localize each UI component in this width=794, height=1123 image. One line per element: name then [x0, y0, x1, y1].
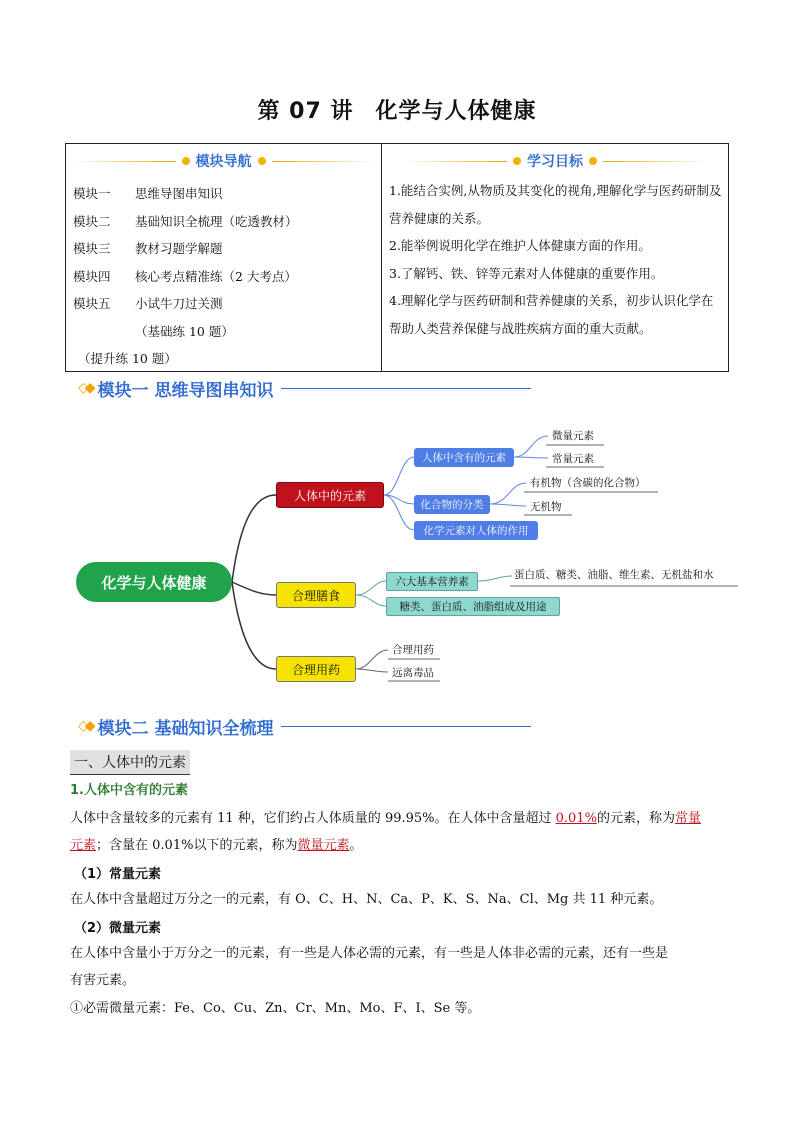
goal-item: 4.理解化学与医药研制和营养健康的关系，初步认识化学在帮助人类营养保健与战胜疾病方面的重大贡献。	[389, 293, 714, 336]
mindmap-branch-elements: 人体中的元素	[276, 482, 384, 508]
highlight: 微量元素	[297, 838, 350, 853]
nav-sub-advanced: （提升练 10 题）	[78, 351, 177, 366]
mindmap-branch-medicine: 合理用药	[276, 656, 356, 682]
nav-row: 模块三 教材习题学解题	[73, 241, 223, 256]
decor-line	[272, 161, 377, 162]
mindmap-leaf: 蛋白质、糖类、油脂、维生素、无机盐和水	[514, 569, 714, 581]
dot-icon	[589, 157, 597, 165]
lecture-number: 第 07 讲	[257, 99, 354, 124]
paragraph: 元素；含量在 0.01%以下的元素，称为微量元素。	[70, 838, 363, 853]
connector	[490, 483, 526, 504]
connector	[384, 495, 414, 530]
heading-rule	[281, 726, 531, 727]
goals-heading	[382, 150, 728, 172]
connector	[356, 595, 386, 606]
nav-row: 模块一 思维导图串知识	[73, 186, 223, 201]
connector	[356, 650, 388, 669]
highlight: 常量	[674, 811, 701, 826]
mindmap-node: 糖类、蛋白质、油脂组成及用途	[386, 597, 560, 616]
mindmap-leaf: 微量元素	[552, 430, 594, 442]
page-title	[0, 94, 794, 125]
paragraph: ①必需微量元素：Fe、Co、Cu、Zn、Cr、Mn、Mo、F、I、Se 等。	[70, 1001, 481, 1016]
nav-row: 模块二 基础知识全梳理（吃透教材）	[73, 213, 298, 229]
mindmap-node: 化合物的分类	[414, 495, 490, 514]
nav-sub-basic: （基础练 10 题）	[135, 323, 234, 339]
subsection-heading: （1）常量元素	[74, 867, 162, 882]
module2-heading: ◇◆ 模块二 基础知识全梳理	[78, 713, 531, 739]
decor-line	[402, 161, 507, 162]
heading-rule	[281, 388, 531, 389]
connector	[384, 457, 414, 495]
nav-row: 模块五 小试牛刀过关测	[73, 296, 223, 311]
lecture-topic: 化学与人体健康	[375, 99, 537, 124]
connector	[232, 582, 276, 595]
mindmap-leaf: 有机物（含碳的化合物）	[530, 477, 646, 489]
overview-table	[65, 143, 729, 372]
connector	[514, 457, 548, 458]
goal-item: 1.能结合实例,从物质及其变化的视角,理解化学与医药研制及营养健康的关系。	[389, 183, 722, 226]
connector	[490, 504, 526, 506]
connector	[514, 436, 548, 457]
module1-heading: ◇◆ 模块一 思维导图串知识	[78, 375, 531, 401]
connector	[356, 581, 386, 595]
mindmap-leaf: 远离毒品	[392, 667, 434, 679]
mindmap-branch-diet: 合理膳食	[276, 582, 356, 608]
table-divider	[381, 144, 382, 371]
mindmap-node: 六大基本营养素	[386, 572, 478, 591]
highlight: 元素	[70, 838, 97, 853]
nav-heading	[66, 150, 381, 172]
goals-heading-text: 学习目标	[527, 154, 583, 170]
decor-line	[603, 161, 708, 162]
goals-list	[389, 177, 724, 342]
nav-row: 模块四 核心考点精准练（2 大考点）	[73, 268, 297, 284]
subsection-heading: 1.人体中含有的元素	[70, 783, 188, 798]
mind-map	[0, 400, 794, 700]
nav-list	[73, 180, 298, 373]
goal-item: 3.了解钙、铁、锌等元素对人体健康的重要作用。	[389, 265, 664, 281]
paragraph: 在人体中含量小于万分之一的元素，有一些是人体必需的元素，有一些是人体非必需的元素，还有一些是	[70, 946, 669, 961]
dot-icon	[182, 157, 190, 165]
mindmap-leaf: 无机物	[530, 501, 562, 513]
paragraph: 在人体中含量超过万分之一的元素，有 O、C、H、N、Ca、P、K、S、Na、Cl、Mg 共 11 种元素。	[70, 892, 663, 907]
mindmap-leaf: 合理用药	[392, 644, 434, 656]
paragraph: 有害元素。	[70, 973, 136, 988]
mindmap-leaf: 常量元素	[552, 453, 594, 465]
nav-heading-text: 模块导航	[195, 154, 252, 170]
mindmap-node: 人体中含有的元素	[414, 448, 514, 467]
highlight: 0.01%	[555, 811, 597, 826]
paragraph: 人体中含量较多的元素有 11 种，它们约占人体质量的 99.95%。在人体中含量超过 0.01%的元素，称为常量	[70, 811, 701, 826]
connector	[478, 576, 512, 581]
diamond-icon: ◇◆	[78, 380, 92, 396]
dot-icon	[513, 157, 521, 165]
connector	[232, 495, 276, 582]
mindmap-root: 化学与人体健康	[76, 562, 232, 602]
decor-line	[71, 161, 176, 162]
connector	[356, 669, 388, 672]
dot-icon	[258, 157, 266, 165]
mindmap-node: 化学元素对人体的作用	[414, 521, 538, 540]
goal-item: 2.能举例说明化学在维护人体健康方面的作用。	[389, 238, 651, 253]
diamond-icon: ◇◆	[78, 718, 92, 734]
subsection-heading: （2）微量元素	[74, 921, 162, 936]
section-heading: 一、人体中的元素	[70, 750, 190, 775]
